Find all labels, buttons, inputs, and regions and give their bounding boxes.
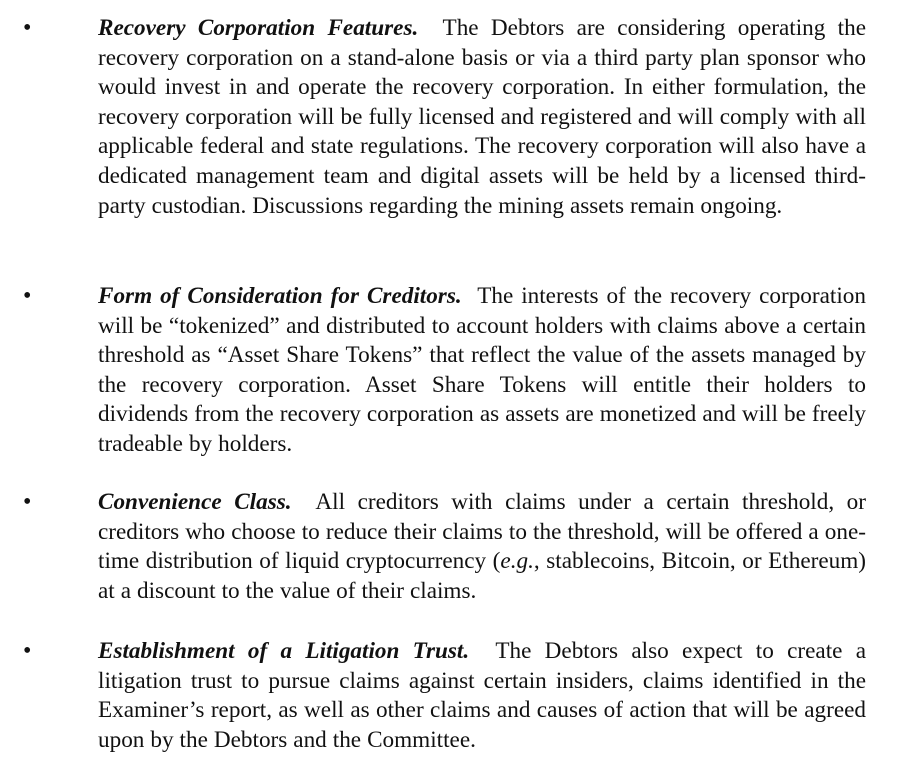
bullet-paragraph xyxy=(98,282,866,460)
heading-separator xyxy=(462,283,478,309)
bullet-body: The Debtors also expect to create a litigation trust to pursue claims against certain insiders, claims identified in the Examiner’s report, as well as other claims and causes of action that will be agreed upon by the Debtors and the Committee. xyxy=(98,638,866,753)
bullet-body-part-2: , stablecoins, Bitcoin, or Ethereum) at a discount to the value of their claims. xyxy=(98,548,867,604)
bullet-heading: Convenience Class. xyxy=(98,489,292,515)
bullet-heading: Form of Consideration for Creditors. xyxy=(98,283,462,309)
bullet-heading: Establishment of a Litigation Trust. xyxy=(98,638,470,664)
bullet-paragraph xyxy=(98,14,866,221)
bullet-paragraph xyxy=(98,488,866,606)
heading-separator xyxy=(418,15,442,41)
bullet-body: The Debtors are considering operating the recovery corporation on a stand-alone basis or via a third party plan sponsor who would invest in and operate the recovery corporation. In either formulation, the recovery corporation will be fully licensed and registered and will comply with all applicable federal and state regulations. The recovery corporation will also have a dedicated management team and digital assets will be held by a licensed third-party custodian. Discussions regarding the mining assets remain ongoing. xyxy=(98,15,867,219)
bullet-heading: Recovery Corporation Features. xyxy=(98,15,419,41)
bullet-body-italic: e.g. xyxy=(500,548,534,575)
bullet-paragraph xyxy=(98,637,866,755)
bullet-icon: • xyxy=(23,15,32,41)
bullet-body-part-1: All creditors with claims under a certain threshold, or creditors who choose to reduce their claims to the threshold, will be offered a one-time distribution of liquid cryptocurrency ( xyxy=(98,489,866,575)
bullet-body: The interests of the recovery corporation will be “tokenized” and distributed to account holders with claims above a certain threshold as “Asset Share Tokens” that reflect the value of the assets managed by the recovery corporation. Asset Share Tokens will entitle their holders to dividends from the recovery corporation as assets are monetized and will be freely tradeable by holders. xyxy=(98,283,866,457)
bullet-icon: • xyxy=(23,638,32,664)
heading-separator xyxy=(292,489,316,515)
bullet-icon: • xyxy=(23,283,32,309)
heading-separator xyxy=(469,638,495,664)
bullet-icon: • xyxy=(23,489,32,515)
